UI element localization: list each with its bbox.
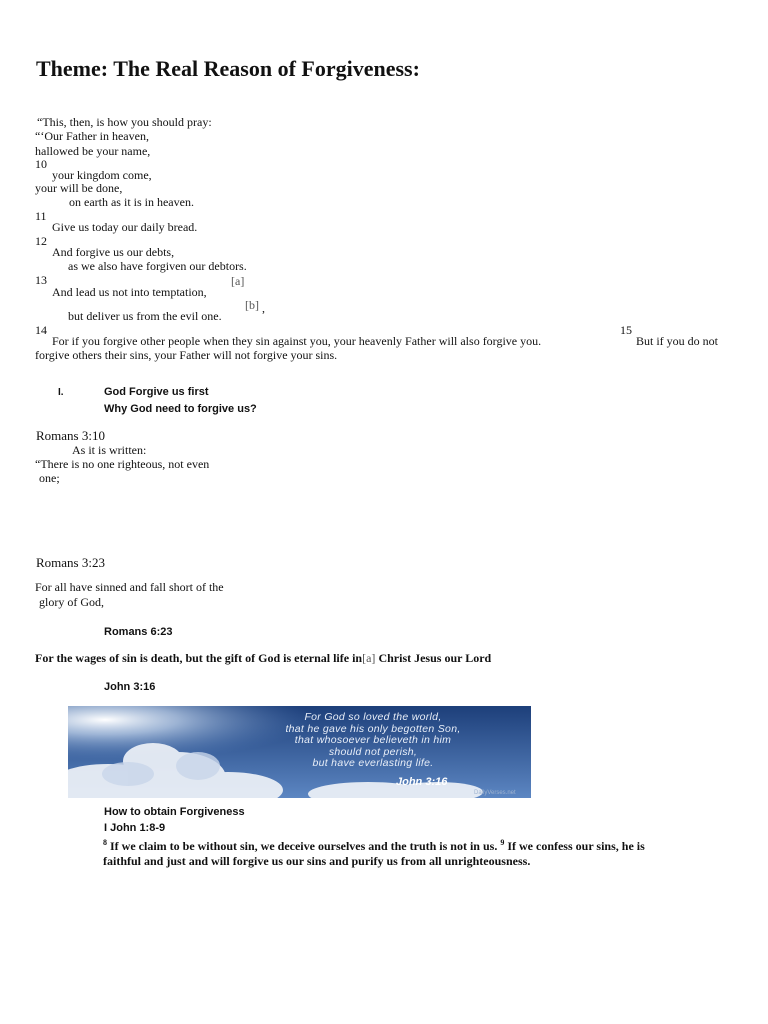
- prayer-line: on earth as it is in heaven.: [69, 195, 194, 209]
- scripture-reference: I John 1:8-9: [104, 822, 166, 834]
- prayer-line: as we also have forgiven our debtors.: [68, 259, 247, 273]
- section-heading: God Forgive us first: [104, 386, 209, 398]
- verse-text: Christ Jesus our Lord: [378, 651, 492, 665]
- image-verse-reference: John 3:16: [396, 776, 448, 788]
- scripture-reference: Romans 3:10: [36, 428, 105, 443]
- verse-text: If we claim to be without sin, we deceive ourselves and the truth is not in us.: [110, 839, 498, 853]
- scripture-line: For all have sinned and fall short of the: [35, 580, 224, 594]
- verse-text: If we confess our sins, he is: [507, 839, 645, 853]
- punctuation: ,: [262, 301, 265, 315]
- scripture-reference: Romans 6:23: [104, 626, 173, 638]
- prayer-line: your will be done,: [35, 181, 123, 195]
- page-title: Theme: The Real Reason of Forgiveness:: [36, 56, 420, 81]
- scripture-line: glory of God,: [39, 595, 104, 609]
- scripture-line: one;: [39, 471, 60, 485]
- scripture-verse: [103, 838, 645, 854]
- scripture-line: “There is no one righteous, not even: [35, 457, 210, 471]
- john-3-16-image: [68, 706, 531, 798]
- footnote-link[interactable]: [a]: [362, 651, 376, 665]
- verse-number: 10: [35, 157, 47, 171]
- section-subheading: Why God need to forgive us?: [104, 403, 257, 415]
- image-verse-text: For God so loved the world, that he gave his only begotten Son, that whosoever believeth in him should not perish, but have everlasting life.: [285, 711, 461, 769]
- footnote-link[interactable]: [a]: [231, 274, 245, 288]
- prayer-line: And lead us not into temptation,: [52, 285, 207, 299]
- section-numeral: I.: [58, 387, 64, 398]
- prayer-line: Give us today our daily bread.: [52, 220, 198, 234]
- prayer-line: And forgive us our debts,: [52, 245, 175, 259]
- image-watermark: DailyVerses.net: [474, 790, 516, 796]
- scripture-reference: John 3:16: [104, 681, 156, 693]
- verse-number: 15: [620, 323, 632, 337]
- prayer-line: But if you do not: [636, 334, 719, 348]
- footnote-link[interactable]: [b]: [245, 298, 259, 312]
- prayer-line: For if you forgive other people when they sin against you, your heavenly Father will also forgive you.: [52, 334, 542, 348]
- scripture-verse: [35, 651, 491, 666]
- verse-number: 11: [35, 209, 47, 223]
- prayer-line: “‘Our Father in heaven,: [35, 129, 149, 143]
- scripture-line: As it is written:: [72, 443, 147, 457]
- verse-number: 12: [35, 234, 47, 248]
- verse-number: 13: [35, 273, 47, 287]
- section-heading: How to obtain Forgiveness: [104, 806, 245, 818]
- prayer-line: your kingdom come,: [52, 168, 152, 182]
- verse-number: 8: [103, 838, 107, 847]
- prayer-line: forgive others their sins, your Father will not forgive your sins.: [35, 348, 338, 362]
- verse-number: 9: [500, 838, 505, 847]
- prayer-intro: “This, then, is how you should pray:: [37, 115, 212, 129]
- prayer-line: but deliver us from the evil one.: [68, 309, 222, 323]
- verse-number: 14: [35, 323, 47, 337]
- scripture-reference: Romans 3:23: [36, 555, 105, 570]
- verse-text: For the wages of sin is death, but the gift of God is eternal life in: [35, 651, 363, 665]
- prayer-line: hallowed be your name,: [35, 144, 151, 158]
- scripture-line: faithful and just and will forgive us our sins and purify us from all unrighteousness.: [103, 854, 531, 868]
